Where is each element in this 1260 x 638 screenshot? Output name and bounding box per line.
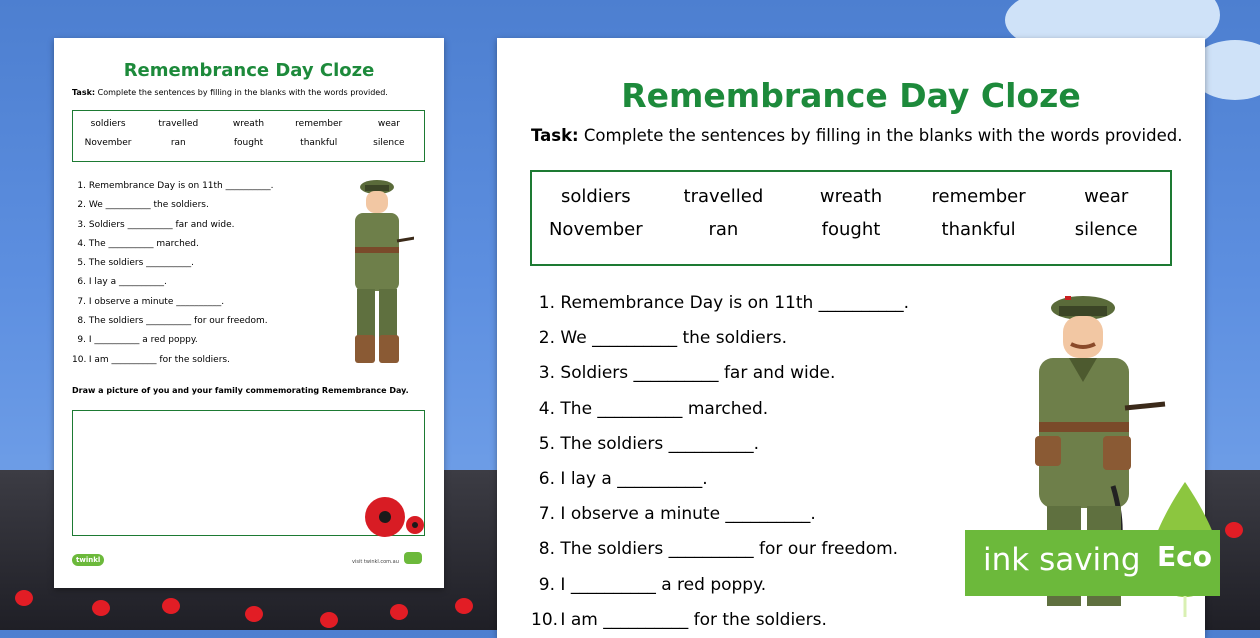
question-text: Remembrance Day is on 11th __________. — [560, 293, 910, 313]
question-text: I observe a minute __________. — [560, 504, 816, 525]
question-item — [531, 462, 909, 497]
question-item — [531, 356, 909, 391]
question-text: Soldiers __________ far and wide. — [560, 363, 836, 384]
question-number: 1. — [77, 181, 86, 191]
question-text: The soldiers __________. — [560, 433, 760, 454]
word: soldiers — [90, 119, 126, 129]
question-number: 8. — [77, 316, 86, 327]
question-item — [531, 427, 909, 462]
poppy-icon — [455, 598, 473, 614]
question-number: 5. — [538, 433, 555, 454]
question-number: 10. — [531, 609, 559, 630]
question-number: 5. — [77, 258, 86, 269]
word: thankful — [941, 219, 1016, 240]
question-text: We __________ the soldiers. — [88, 200, 209, 211]
question-item — [72, 273, 273, 292]
poppy-icon — [92, 600, 110, 616]
question-number: 1. — [538, 293, 555, 313]
poppy-icon — [320, 612, 338, 628]
task-instruction — [72, 88, 388, 97]
word: fought — [821, 219, 881, 240]
question-text: I lay a __________. — [560, 469, 708, 490]
word-bank-row-2 — [532, 219, 1170, 240]
question-item — [531, 568, 909, 603]
question-number: 9. — [538, 574, 555, 595]
question-item — [531, 321, 909, 356]
question-item — [72, 216, 273, 235]
question-number: 7. — [77, 296, 86, 307]
twinkl-logo: twinkl — [72, 554, 104, 566]
poppy-icon — [359, 493, 429, 543]
question-text: I __________ a red poppy. — [88, 335, 198, 346]
question-number: 2. — [538, 328, 555, 349]
poppy-icon — [15, 590, 33, 606]
question-item — [72, 235, 273, 254]
question-item — [72, 351, 273, 370]
page-title: Remembrance Day Cloze — [123, 60, 375, 81]
word-bank — [72, 110, 425, 162]
question-text: The __________ marched. — [88, 238, 199, 249]
question-number: 9. — [77, 335, 86, 346]
question-number: 6. — [538, 469, 555, 490]
drawing-prompt: Draw a picture of you and your family commemorating Remembrance Day. — [72, 386, 409, 395]
twinkl-badge-icon — [404, 552, 422, 564]
question-text: The soldiers __________ for our freedom. — [560, 539, 899, 560]
question-item — [531, 497, 909, 532]
question-text: The __________ marched. — [560, 398, 769, 419]
question-item — [72, 254, 273, 273]
question-number: 8. — [538, 539, 555, 560]
question-item — [531, 603, 909, 638]
task-label: Task: — [531, 126, 579, 145]
question-text: I __________ a red poppy. — [560, 574, 767, 595]
word: silence — [1074, 219, 1138, 240]
poppy-icon — [1225, 522, 1243, 538]
word-bank-row-2 — [73, 138, 424, 148]
word: November — [84, 138, 132, 148]
question-item — [72, 293, 273, 312]
word: remember — [931, 186, 1026, 207]
word-bank-row-1 — [73, 119, 424, 129]
eco-label: Eco — [1157, 540, 1212, 573]
question-item — [72, 331, 273, 350]
question-text: Soldiers __________ far and wide. — [88, 219, 235, 230]
question-list — [531, 286, 909, 638]
word: thankful — [300, 138, 338, 148]
footer-url[interactable]: visit twinkl.com.au — [352, 559, 399, 565]
poppy-icon — [245, 606, 263, 622]
word: wreath — [232, 119, 265, 129]
question-number: 3. — [77, 219, 86, 230]
word: wear — [377, 119, 400, 129]
question-item — [531, 286, 909, 321]
ink-saving-badge — [965, 530, 1220, 596]
question-number: 7. — [538, 504, 555, 525]
word: soldiers — [560, 186, 631, 207]
question-number: 3. — [538, 363, 555, 384]
word: silence — [373, 138, 405, 148]
word: remember — [295, 119, 343, 129]
word: ran — [170, 138, 186, 148]
question-number: 6. — [77, 277, 86, 288]
question-text: I lay a __________. — [88, 277, 167, 288]
page-title: Remembrance Day Cloze — [621, 76, 1081, 115]
question-item — [72, 177, 273, 196]
question-text: I am __________ for the soldiers. — [88, 354, 230, 365]
question-number: 10. — [72, 354, 87, 365]
word-bank-row-1 — [532, 186, 1170, 207]
word: fought — [233, 138, 264, 148]
question-text: I observe a minute __________. — [88, 296, 225, 307]
soldier-illustration — [339, 173, 414, 368]
question-text: Remembrance Day is on 11th __________. — [88, 181, 274, 191]
word-bank — [530, 170, 1172, 266]
poppy-icon — [390, 604, 408, 620]
ink-saving-label: ink saving — [983, 542, 1141, 578]
question-item — [531, 532, 909, 567]
question-number: 4. — [77, 238, 86, 249]
word: travelled — [158, 119, 199, 129]
word: travelled — [683, 186, 764, 207]
question-item — [72, 196, 273, 215]
question-text: The soldiers __________ for our freedom. — [88, 316, 268, 327]
poppy-icon — [162, 598, 180, 614]
question-text: We __________ the soldiers. — [560, 328, 787, 349]
question-text: The soldiers __________. — [88, 258, 195, 269]
question-text: I am __________ for the soldiers. — [560, 609, 827, 630]
question-number: 4. — [538, 398, 555, 419]
question-list — [72, 177, 273, 370]
worksheet-thumbnail — [54, 38, 444, 588]
word: wreath — [819, 186, 883, 207]
word: wear — [1084, 186, 1129, 207]
task-text: Complete the sentences by filling in the blanks with the words provided. — [97, 88, 388, 97]
task-instruction — [531, 126, 1182, 145]
question-number: 2. — [77, 200, 86, 211]
task-text: Complete the sentences by filling in the blanks with the words provided. — [583, 126, 1183, 145]
word: November — [548, 219, 643, 240]
question-item — [531, 392, 909, 427]
question-item — [72, 312, 273, 331]
word: ran — [708, 219, 739, 240]
task-label: Task: — [72, 88, 96, 97]
